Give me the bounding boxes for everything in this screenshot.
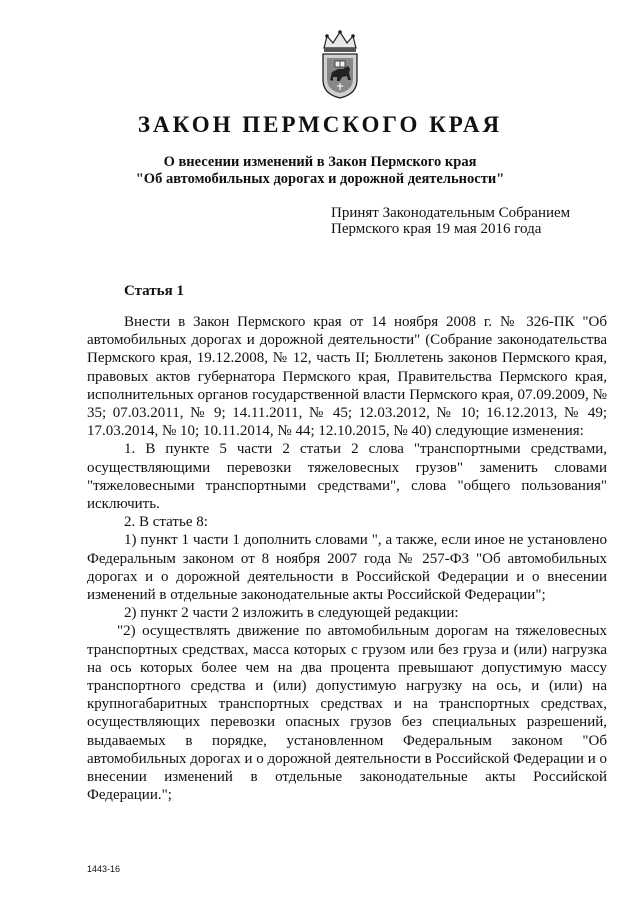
paragraph-item-1: 1. В пункте 5 части 2 статьи 2 слова "транспортными средствами, осуществляющими перевозки тяжеловесных грузов" заменить словами "тяжеловесными транспортными средствами", слова "общего пользования" исключить. — [87, 441, 607, 513]
paragraph-new-wording: "2) осуществлять движение по автомобильным дорогам на тяжеловесных транспортных средствах, масса которых с грузом или без груза и (или) нагрузка на ось которых более чем на два процента превышают допустимую массу транспортного средства и (или) допустимую нагрузку на ось, и (или) на крупногабаритных транспортных средствах и на транспортных средствах, осуществляющих перевозки опасных грузов без специальных разрешений, выдаваемых в порядке, установленном Федеральным законом "Об автомобильных дорогах и о дорожной деятельности в Российской Федерации и о внесении изменений в отдельные законодательные акты Российской Федерации."; — [87, 623, 607, 804]
adoption-note — [331, 205, 570, 237]
adoption-line-2: Пермского края 19 мая 2016 года — [331, 221, 542, 237]
paragraph-subitem-2: 2) пункт 2 части 2 изложить в следующей редакции: — [124, 605, 459, 622]
adoption-line-1: Принят Законодательным Собранием — [331, 205, 571, 221]
law-title: ЗАКОН ПЕРМСКОГО КРАЯ — [137, 112, 503, 137]
subtitle-line-2: "Об автомобильных дорогах и дорожной деятельности" — [135, 171, 505, 187]
article-body — [87, 313, 607, 804]
law-subtitle — [0, 154, 640, 188]
subtitle-line-1: О внесении изменений в Закон Пермского края — [163, 154, 477, 170]
document-code: 1443-16 — [87, 864, 121, 874]
perm-krai-coat-of-arms-icon — [318, 28, 362, 100]
article-heading: Статья 1 — [124, 283, 184, 299]
paragraph-intro: Внести в Закон Пермского края от 14 ноября 2008 г. № 326-ПК "Об автомобильных дорогах и дорожной деятельности" (Собрание законодательства Пермского края, 19.12.2008, № 12, часть II; Бюллетень законов Пермского края, правовых актов губернатора Пермского края, Правительства Пермского края, исполнительных органов государственной власти Пермского края, 07.09.2009, № 35; 07.03.2011, № 9; 14.11.2011, № 45; 12.03.2012, № 10; 16.12.2013, № 49; 17.03.2014, № 10; 10.11.2014, № 44; 12.10.2015, № 40) следующие изменения: — [87, 314, 607, 440]
paragraph-item-2: 2. В статье 8: — [124, 514, 208, 531]
paragraph-subitem-1: 1) пункт 1 части 1 дополнить словами ", а также, если иное не установлено Федеральным законом от 8 ноября 2007 года № 257-ФЗ "Об автомобильных дорогах и о дорожной деятельности в Российской Федерации и о внесении изменений в отдельные законодательные акты Российской Федерации"; — [87, 532, 607, 604]
